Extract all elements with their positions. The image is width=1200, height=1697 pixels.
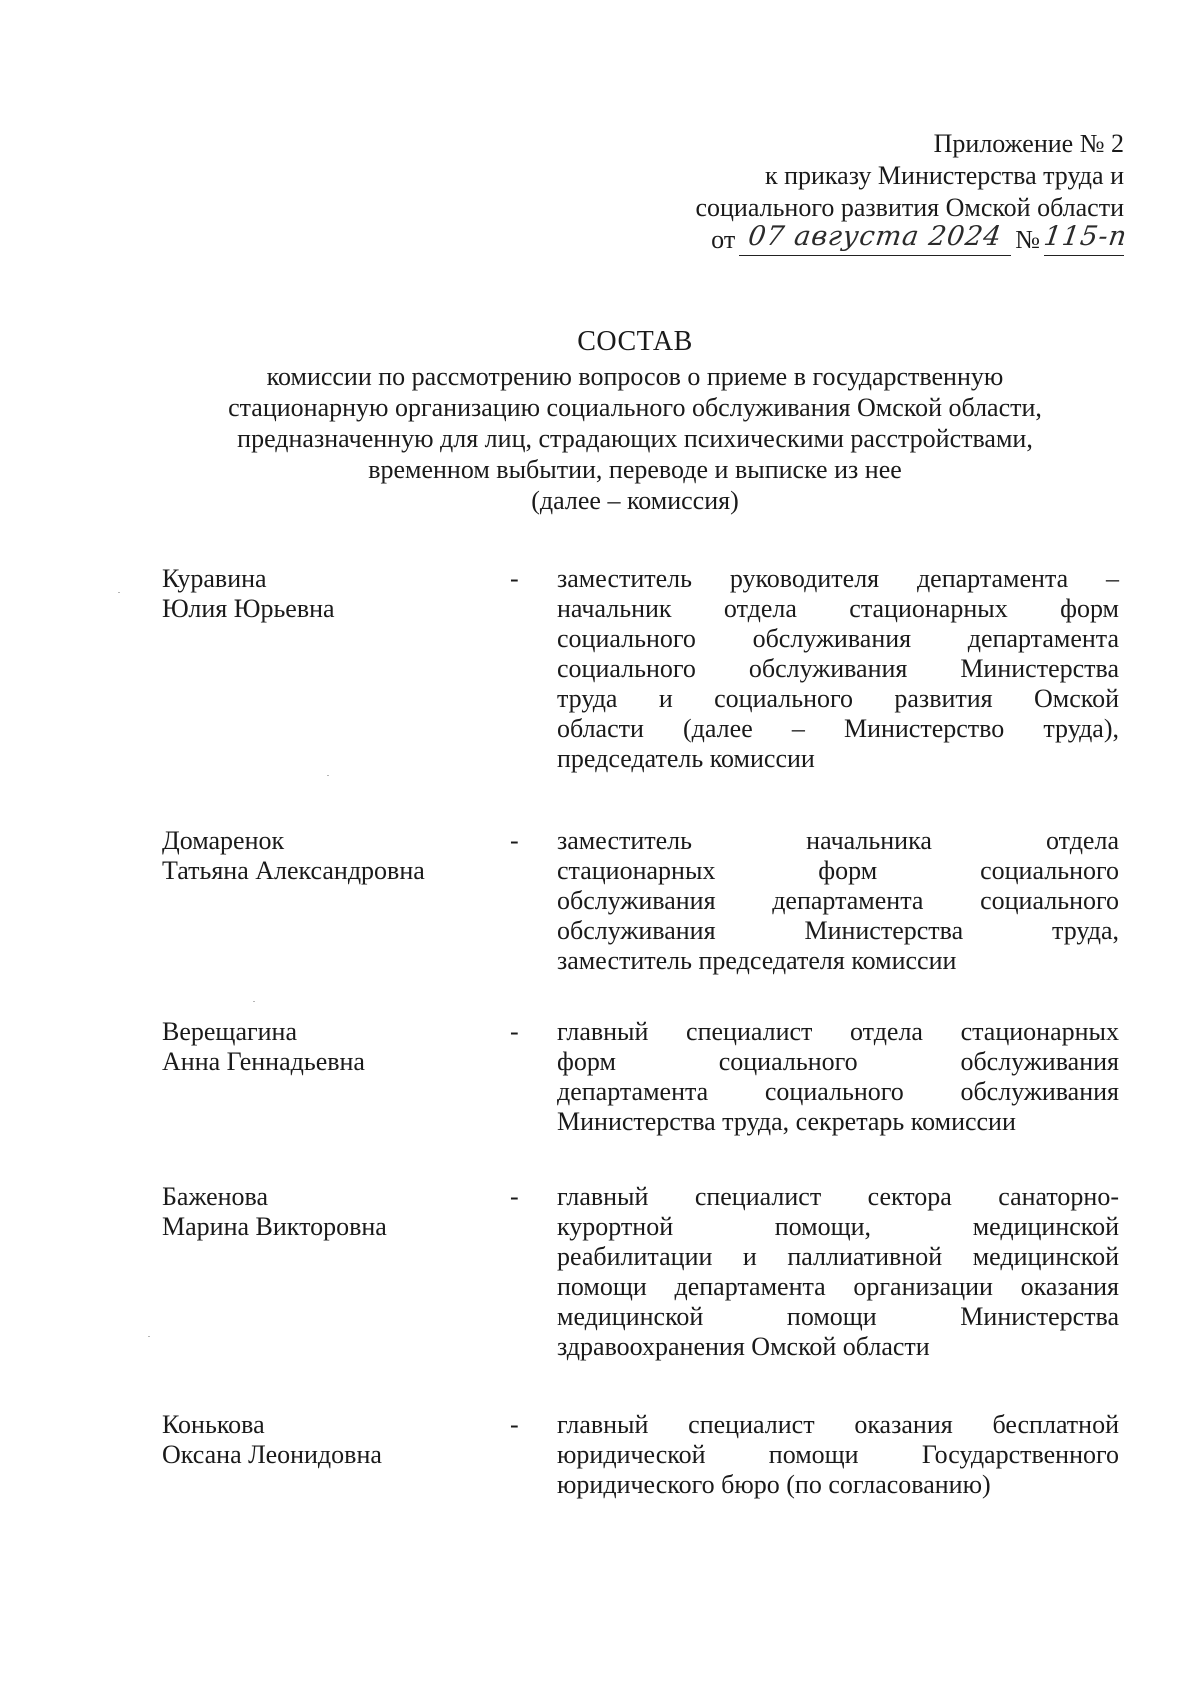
role-line: здравоохранения Омской области [557, 1332, 930, 1361]
subtitle-line: комиссии по рассмотрению вопросов о приеме в государственную [266, 362, 1004, 391]
role-line: председатель комиссии [557, 744, 815, 773]
role-line: Министерства труда, секретарь комиссии [557, 1107, 1016, 1136]
role-line: обслуживания департамента социального [557, 886, 1119, 915]
appendix-order-ref: к приказу Министерства труда и [764, 161, 1124, 190]
member-surname: Домаренок [162, 826, 285, 855]
member-name [162, 564, 492, 624]
role-line: главный специалист сектора санаторно- [557, 1182, 1119, 1211]
member-role [557, 1017, 1119, 1137]
role-line: области (далее – Министерство труда), [557, 714, 1119, 743]
role-line: труда и социального развития Омской [557, 684, 1119, 713]
role-line: начальник отдела стационарных форм [557, 594, 1119, 623]
role-line: социального обслуживания департамента [557, 624, 1119, 653]
role-line: юридического бюро (по согласованию) [557, 1470, 991, 1499]
appendix-title: Приложение № 2 [933, 129, 1124, 158]
role-line: заместитель председателя комиссии [557, 946, 957, 975]
subtitle-line: (далее – комиссия) [531, 486, 739, 515]
role-line: главный специалист оказания бесплатной [557, 1410, 1119, 1439]
role-line: стационарных форм социального [557, 856, 1119, 885]
role-line: заместитель руководителя департамента – [557, 564, 1119, 593]
role-line: заместитель начальника отдела [557, 826, 1119, 855]
member-name [162, 1410, 492, 1470]
member-name [162, 1017, 492, 1077]
separator-dash: - [510, 1017, 519, 1046]
role-line: курортной помощи, медицинской [557, 1212, 1119, 1241]
appendix-ministry: социального развития Омской области [695, 193, 1124, 222]
scan-speck [118, 592, 120, 593]
order-number-field [1041, 221, 1130, 256]
subtitle-line: временном выбытии, переводе и выписке из нее [368, 455, 902, 484]
from-label: от [711, 225, 736, 254]
scan-speck [253, 1001, 255, 1002]
role-line: юридической помощи Государственного [557, 1440, 1119, 1469]
member-given-names: Марина Викторовна [162, 1212, 387, 1241]
member-given-names: Анна Геннадьевна [162, 1047, 365, 1076]
role-line: помощи департамента организации оказания [557, 1272, 1119, 1301]
role-line: социального обслуживания Министерства [557, 654, 1119, 683]
separator-dash: - [510, 564, 519, 593]
separator-dash: - [510, 826, 519, 855]
member-name [162, 1182, 492, 1242]
member-role [557, 1182, 1119, 1362]
document-heading: СОСТАВ [577, 326, 693, 357]
role-line: департамента социального обслуживания [557, 1077, 1119, 1106]
appendix-header [604, 128, 1130, 260]
member-surname: Конькова [162, 1410, 265, 1439]
member-surname: Баженова [162, 1182, 269, 1211]
order-date-handwritten: 07 августа 2024 [746, 221, 1005, 252]
order-date-field [739, 221, 1011, 256]
subtitle-line: стационарную организацию социального обслуживания Омской области, [228, 393, 1042, 422]
subtitle-line: предназначенную для лиц, страдающих психическими расстройствами, [237, 424, 1033, 453]
separator-dash: - [510, 1410, 519, 1439]
member-given-names: Юлия Юрьевна [162, 594, 335, 623]
member-role [557, 564, 1119, 774]
member-given-names: Оксана Леонидовна [162, 1440, 382, 1469]
member-surname: Куравина [162, 564, 267, 593]
scan-speck [327, 775, 329, 776]
number-label: № [1015, 225, 1040, 254]
member-role [557, 826, 1119, 976]
member-role [557, 1410, 1119, 1500]
order-date-number-line [604, 221, 1130, 260]
role-line: обслуживания Министерства труда, [557, 916, 1119, 945]
member-name [162, 826, 492, 886]
member-given-names: Татьяна Александровна [162, 856, 425, 885]
role-line: главный специалист отдела стационарных [557, 1017, 1119, 1046]
separator-dash: - [510, 1182, 519, 1211]
member-surname: Верещагина [162, 1017, 298, 1046]
scan-speck [148, 1336, 150, 1337]
role-line: медицинской помощи Министерства [557, 1302, 1119, 1331]
title-block [150, 326, 1120, 516]
order-number-handwritten: 115-п [1041, 221, 1130, 252]
role-line: форм социального обслуживания [557, 1047, 1119, 1076]
role-line: реабилитации и паллиативной медицинской [557, 1242, 1119, 1271]
